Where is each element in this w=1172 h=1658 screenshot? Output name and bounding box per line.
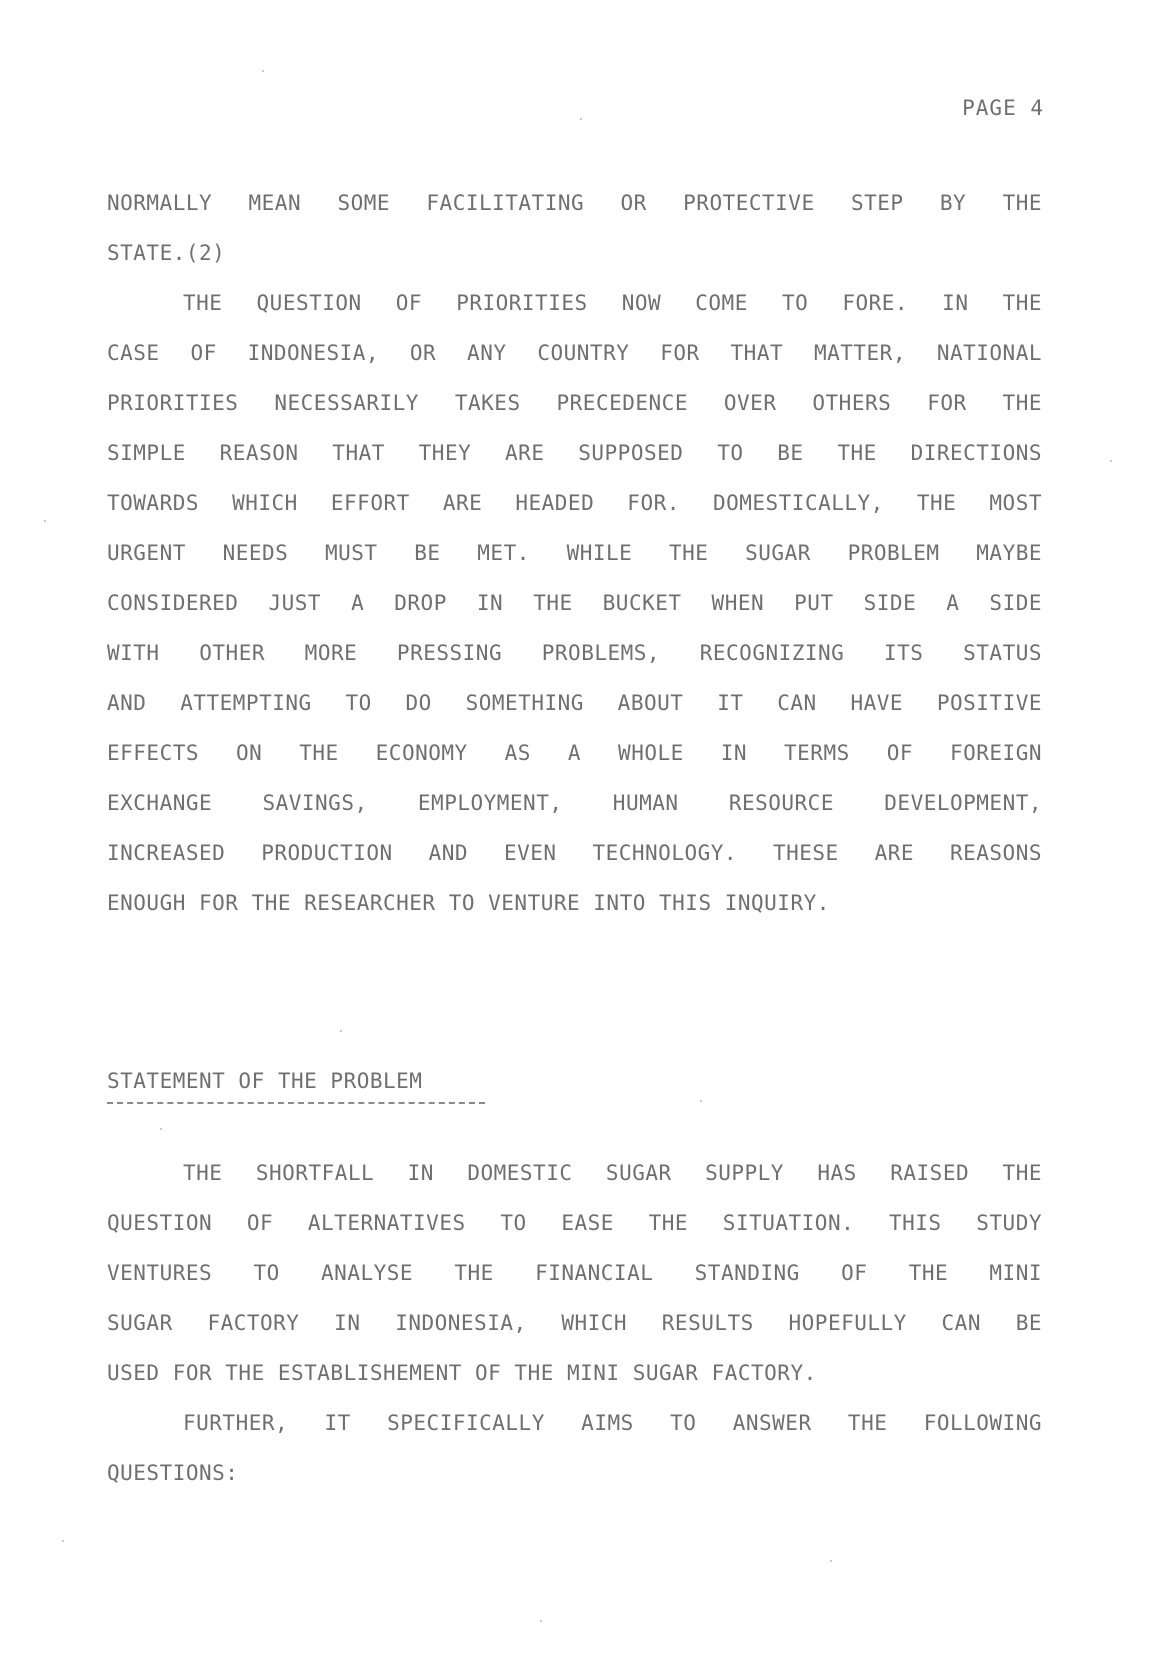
scan-speck xyxy=(160,1128,162,1130)
heading-underline xyxy=(107,1102,485,1104)
text-line: USED FOR THE ESTABLISHEMENT OF THE MINI SUGAR FACTORY. xyxy=(107,1361,817,1385)
text-line: FURTHER, IT SPECIFICALLY AIMS TO ANSWER THE FOLLOWING xyxy=(183,1411,1042,1435)
text-line: EXCHANGE SAVINGS, EMPLOYMENT, HUMAN RESOURCE DEVELOPMENT, xyxy=(107,791,1042,815)
scan-speck xyxy=(830,1560,832,1562)
text-line: THE QUESTION OF PRIORITIES NOW COME TO FORE. IN THE xyxy=(183,291,1042,315)
scan-speck xyxy=(1110,460,1112,462)
text-line: VENTURES TO ANALYSE THE FINANCIAL STANDING OF THE MINI xyxy=(107,1261,1042,1285)
scan-speck xyxy=(540,1620,542,1622)
text-line: CONSIDERED JUST A DROP IN THE BUCKET WHEN PUT SIDE A SIDE xyxy=(107,591,1042,615)
text-line: NORMALLY MEAN SOME FACILITATING OR PROTECTIVE STEP BY THE xyxy=(107,191,1042,215)
text-line: CASE OF INDONESIA, OR ANY COUNTRY FOR THAT MATTER, NATIONAL xyxy=(107,341,1042,365)
text-line: SUGAR FACTORY IN INDONESIA, WHICH RESULTS HOPEFULLY CAN BE xyxy=(107,1311,1042,1335)
text-line: ENOUGH FOR THE RESEARCHER TO VENTURE INTO THIS INQUIRY. xyxy=(107,891,830,915)
scan-speck xyxy=(340,1030,342,1032)
scan-speck xyxy=(700,1100,702,1102)
text-line: EFFECTS ON THE ECONOMY AS A WHOLE IN TERMS OF FOREIGN xyxy=(107,741,1042,765)
text-line: THE SHORTFALL IN DOMESTIC SUGAR SUPPLY HAS RAISED THE xyxy=(183,1161,1042,1185)
text-line: INCREASED PRODUCTION AND EVEN TECHNOLOGY. THESE ARE REASONS xyxy=(107,841,1042,865)
section-heading: STATEMENT OF THE PROBLEM xyxy=(107,1069,423,1093)
text-line: SIMPLE REASON THAT THEY ARE SUPPOSED TO BE THE DIRECTIONS xyxy=(107,441,1042,465)
scan-speck xyxy=(262,70,264,72)
text-line: WITH OTHER MORE PRESSING PROBLEMS, RECOGNIZING ITS STATUS xyxy=(107,641,1042,665)
text-line: STATE.(2) xyxy=(107,241,226,265)
text-line: QUESTION OF ALTERNATIVES TO EASE THE SITUATION. THIS STUDY xyxy=(107,1211,1042,1235)
scan-speck xyxy=(580,118,582,120)
page-number: PAGE 4 xyxy=(962,96,1044,120)
text-line: QUESTIONS: xyxy=(107,1461,239,1485)
text-line: URGENT NEEDS MUST BE MET. WHILE THE SUGAR PROBLEM MAYBE xyxy=(107,541,1042,565)
text-line: TOWARDS WHICH EFFORT ARE HEADED FOR. DOMESTICALLY, THE MOST xyxy=(107,491,1042,515)
text-line: AND ATTEMPTING TO DO SOMETHING ABOUT IT CAN HAVE POSITIVE xyxy=(107,691,1042,715)
text-line: PRIORITIES NECESSARILY TAKES PRECEDENCE OVER OTHERS FOR THE xyxy=(107,391,1042,415)
scan-speck xyxy=(44,520,46,522)
scan-speck xyxy=(62,1540,64,1542)
